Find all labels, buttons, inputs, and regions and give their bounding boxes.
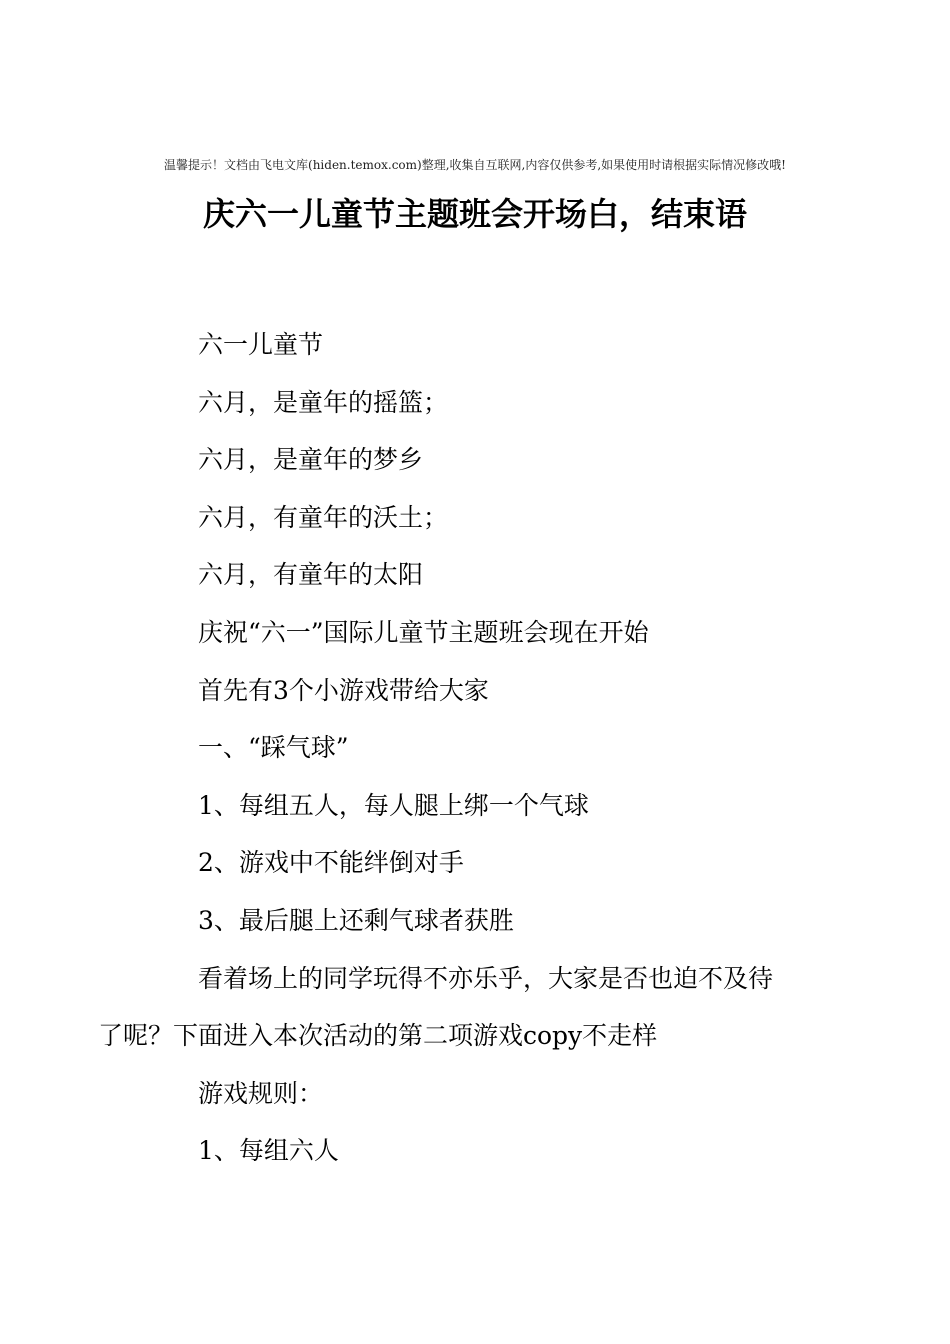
paragraph: 2、游戏中不能绊倒对手 bbox=[198, 848, 464, 878]
document-title: 庆六一儿童节主题班会开场白，结束语 bbox=[202, 195, 747, 233]
paragraph: 庆祝“六一”国际儿童节主题班会现在开始 bbox=[198, 617, 649, 647]
paragraph-long bbox=[98, 950, 818, 1065]
paragraph: 六月，有童年的太阳 bbox=[198, 560, 424, 590]
paragraph: 1、每组五人，每人腿上绑一个气球 bbox=[198, 790, 589, 820]
header-notice: 温馨提示！文档由飞电文库(hiden.temox.com)整理,收集自互联网,内容仅供参考,如果使用时请根据实际情况修改哦! bbox=[164, 158, 786, 172]
paragraph-line: 了呢？下面进入本次活动的第二项游戏copy不走样 bbox=[98, 1021, 658, 1051]
paragraph: 一、“踩气球” bbox=[198, 733, 349, 763]
paragraph: 六月，是童年的摇篮； bbox=[198, 387, 449, 417]
paragraph: 游戏规则： bbox=[198, 1078, 324, 1108]
paragraph: 六月，有童年的沃土； bbox=[198, 502, 449, 532]
paragraph: 六一儿童节 bbox=[198, 330, 324, 359]
paragraph: 首先有3个小游戏带给大家 bbox=[198, 675, 489, 705]
document-body bbox=[98, 316, 818, 1180]
paragraph: 3、最后腿上还剩气球者获胜 bbox=[198, 905, 514, 935]
paragraph: 六月，是童年的梦乡 bbox=[198, 445, 424, 475]
paragraph-line: 看着场上的同学玩得不亦乐乎，大家是否也迫不及待 bbox=[198, 963, 774, 993]
paragraph: 1、每组六人 bbox=[198, 1136, 339, 1166]
